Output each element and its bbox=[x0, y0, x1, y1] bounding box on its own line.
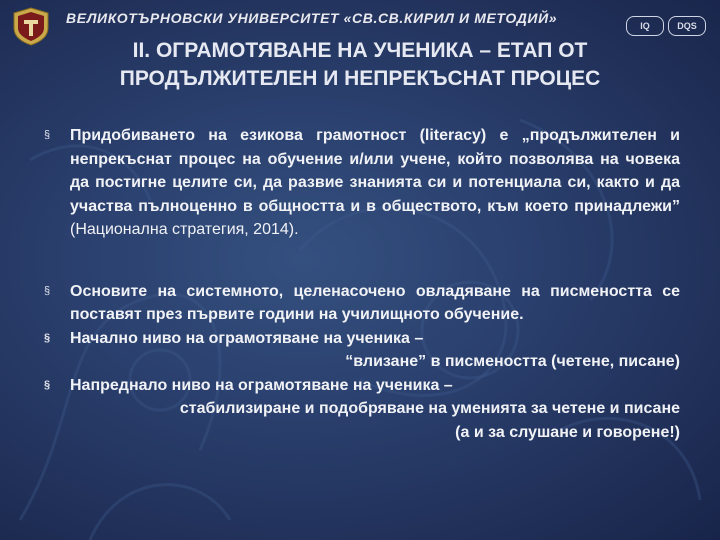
bullet-text-line-2: “влизане” в писмеността (четене, писане) bbox=[345, 353, 680, 370]
bullet-text-bold: Придобиването на езикова грамотност (literacy) е „продължителен и непрекъснат процес на обучение и/или учене, който позволява на човека да постигне целите си, да развие знанията си и потенциала си, както и да участва пълноценно в общността и в обществото, към което принадлежи” bbox=[70, 127, 680, 215]
bullet-advanced-level bbox=[42, 374, 680, 445]
bullet-marker: § bbox=[44, 284, 51, 297]
bullet-foundations bbox=[42, 280, 680, 327]
bullet-text-bold: Основите на системното, целенасочено овладяване на писмеността се поставят през първите години на училищното обучение. bbox=[70, 282, 680, 323]
university-name: ВЕЛИКОТЪРНОВСКИ УНИВЕРСИТЕТ «СВ.СВ.КИРИЛ И МЕТОДИЙ» bbox=[66, 10, 558, 26]
content-area bbox=[42, 124, 680, 444]
bullet-marker: § bbox=[44, 331, 51, 344]
slide-title bbox=[70, 37, 650, 93]
bullet-text-line-2: стабилизиране и подобряване на уменията за четене и писане bbox=[179, 400, 680, 417]
slide-title-line-1: II. ОГРАМОТЯВАНЕ НА УЧЕНИКА – ЕТАП ОТ bbox=[132, 39, 588, 62]
university-crest-icon bbox=[8, 6, 54, 46]
bullet-text-line-3: (а и за слушане и говорене!) bbox=[455, 423, 680, 441]
bullet-text-source: (Национална стратегия, 2014). bbox=[70, 221, 299, 238]
iq-certificate-icon: IQ bbox=[626, 16, 664, 36]
bullet-initial-level bbox=[42, 327, 680, 374]
slide-title-line-2: ПРОДЪЛЖИТЕЛЕН И НЕПРЕКЪСНАТ ПРОЦЕС bbox=[119, 67, 601, 90]
bullet-text-line-1: Напреднало ниво на ограмотяване на ученика – bbox=[70, 376, 453, 394]
bullet-literacy-definition bbox=[42, 124, 680, 242]
bullet-marker: § bbox=[44, 129, 51, 141]
header-bar bbox=[0, 0, 720, 42]
bullet-marker: § bbox=[44, 378, 51, 391]
dqs-certificate-icon: DQS bbox=[668, 16, 706, 36]
bullet-text-line-1: Начално ниво на ограмотяване на ученика – bbox=[70, 329, 424, 347]
